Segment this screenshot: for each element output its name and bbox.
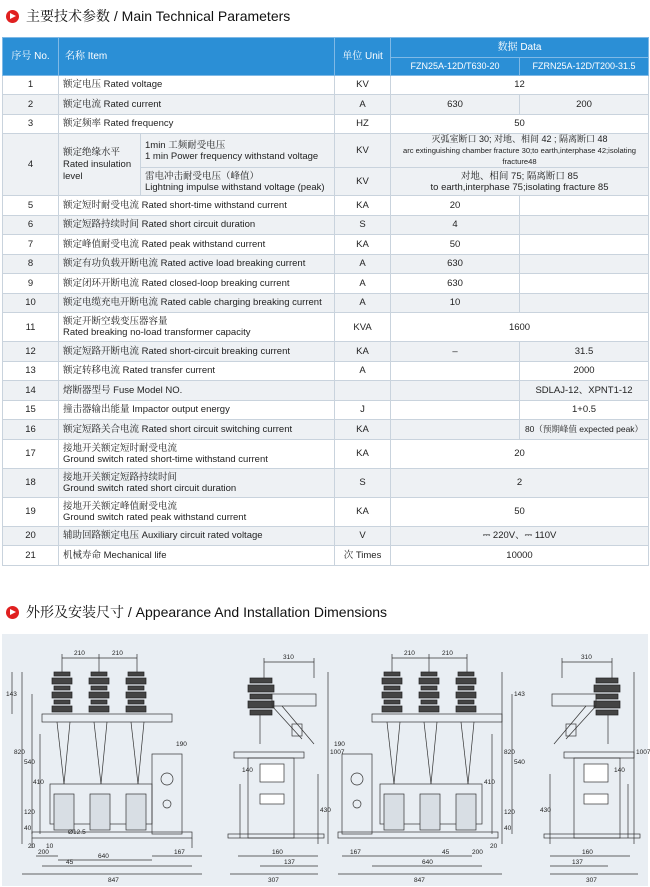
table-row [3, 215, 649, 235]
row-value-2: 80（预期峰值 expected peak） [520, 420, 649, 440]
table-row [3, 274, 649, 294]
header-model-2: FZRN25A-12D/T200-31.5 [520, 57, 649, 75]
row-item-cn: 额定开断空载变压器容量 [63, 316, 168, 327]
row-no: 6 [3, 215, 59, 235]
front-view-2-labels [334, 650, 525, 884]
row-value-1: 10 [391, 293, 520, 313]
value-en: to earth,interphase 75;isolating fracture 85 [430, 181, 609, 193]
row-unit: KA [335, 196, 391, 216]
dim-label: 40 [24, 825, 32, 832]
row-item: 额定电流 Rated current [59, 95, 335, 115]
front-view-2 [338, 654, 512, 874]
row-no: 21 [3, 546, 59, 566]
table-row [3, 439, 649, 468]
play-bullet-icon [6, 10, 19, 23]
row-no: 11 [3, 313, 59, 342]
row-value-1: – [391, 342, 520, 362]
row-item: 额定电压 Rated voltage [59, 75, 335, 95]
row-value [391, 168, 649, 196]
row-no: 14 [3, 381, 59, 401]
value-cn: 灭弧室断口 30; 对地、相间 42 ; 隔离断口 48 [431, 134, 608, 144]
dim-label: 640 [98, 853, 109, 860]
row-no: 8 [3, 254, 59, 274]
row-value-1: 20 [391, 196, 520, 216]
table-row [3, 114, 649, 134]
dim-label: 40 [504, 825, 512, 832]
row-unit: A [335, 254, 391, 274]
row-value-2 [520, 215, 649, 235]
row-value-2: 1+0.5 [520, 400, 649, 420]
row-item-en: Ground switch rated short circuit duration [63, 482, 237, 494]
dim-label: 307 [268, 877, 279, 884]
row-item: 额定峰值耐受电流 Rated peak withstand current [59, 235, 335, 255]
row-value-2 [520, 254, 649, 274]
row-unit: A [335, 95, 391, 115]
side-view-1 [228, 658, 328, 874]
row-value-1: 50 [391, 235, 520, 255]
dim-label: 143 [6, 691, 17, 698]
row-value: 10000 [391, 546, 649, 566]
row-unit: S [335, 468, 391, 497]
dim-label: 160 [272, 849, 283, 856]
row-unit: KV [335, 75, 391, 95]
table-row [3, 134, 649, 168]
row-no: 16 [3, 420, 59, 440]
side-view-2 [544, 658, 640, 874]
row-no: 20 [3, 526, 59, 546]
row-unit: KV [335, 168, 391, 196]
dim-label: 167 [174, 849, 185, 856]
row-no: 17 [3, 439, 59, 468]
dim-label: 430 [540, 807, 551, 814]
row-unit: A [335, 361, 391, 381]
row-item: 额定转移电流 Rated transfer current [59, 361, 335, 381]
row-unit: KVA [335, 313, 391, 342]
dim-label: 20 [490, 843, 498, 850]
row-unit: J [335, 400, 391, 420]
dim-label: 847 [414, 877, 425, 884]
row-value: 20 [391, 439, 649, 468]
row-unit: V [335, 526, 391, 546]
row-no: 4 [3, 134, 59, 196]
parameters-table [2, 37, 649, 566]
row-item-cn: 接地开关额定短路持续时间 [63, 471, 178, 483]
row-value-2 [520, 196, 649, 216]
dim-label: 1007 [330, 749, 345, 756]
row-item [59, 497, 335, 526]
row-unit: KA [335, 420, 391, 440]
row-value: 1600 [391, 313, 649, 342]
dim-label: 410 [33, 779, 44, 786]
table-row [3, 526, 649, 546]
table-row [3, 75, 649, 95]
table-row [3, 546, 649, 566]
row-no: 10 [3, 293, 59, 313]
row-value-2 [520, 274, 649, 294]
row-no: 1 [3, 75, 59, 95]
table-row [3, 313, 649, 342]
row-item: 额定闭环开断电流 Rated closed-loop breaking current [59, 274, 335, 294]
dim-label: 45 [442, 849, 450, 856]
row-item [59, 313, 335, 342]
row-value-1 [391, 381, 520, 401]
dim-label: 120 [24, 809, 35, 816]
row-unit [335, 381, 391, 401]
row-item: 机械寿命 Mechanical life [59, 546, 335, 566]
dim-label: 210 [112, 650, 123, 657]
dim-label: 190 [334, 741, 345, 748]
dim-label: 540 [514, 759, 525, 766]
row-sub-item [141, 168, 335, 196]
dim-label: 137 [284, 859, 295, 866]
table-row [3, 400, 649, 420]
row-unit: KA [335, 497, 391, 526]
row-item [59, 468, 335, 497]
row-item-en: Ground switch rated short-time withstand current [63, 453, 268, 465]
play-bullet-icon [6, 606, 19, 619]
row-value-2: SDLAJ-12、XPNT1-12 [520, 381, 649, 401]
row-item: 额定电缆充电开断电流 Rated cable charging breaking current [59, 293, 335, 313]
row-no: 5 [3, 196, 59, 216]
dim-label: 1007 [636, 749, 650, 756]
row-item-en: Ground switch rated peak withstand current [63, 511, 247, 523]
dim-label: 820 [504, 749, 515, 756]
table-row [3, 254, 649, 274]
value-cn: 对地、相间 75; 隔离断口 85 [460, 170, 579, 182]
row-no: 15 [3, 400, 59, 420]
dim-label: 10 [46, 843, 54, 850]
row-value-2: 2000 [520, 361, 649, 381]
dim-label: 210 [404, 650, 415, 657]
section-title-text: 外形及安装尺寸 / Appearance And Installation Dimensions [26, 604, 388, 620]
sub-item-en: Lightning impulse withstand voltage (peak) [145, 181, 325, 193]
table-row [3, 381, 649, 401]
dim-label: 540 [24, 759, 35, 766]
row-item-en: Rated insulation level [63, 158, 132, 182]
row-value-1: 630 [391, 254, 520, 274]
row-no: 3 [3, 114, 59, 134]
dim-label: 410 [484, 779, 495, 786]
value-en: arc extinguishing chamber fracture 30;to earth,interphase 42;isolating fracture48 [403, 146, 637, 166]
row-value-2 [520, 293, 649, 313]
dimension-drawings [2, 634, 648, 886]
section-title-dimensions [6, 602, 387, 622]
row-value-1 [391, 361, 520, 381]
row-value: 50 [391, 497, 649, 526]
front-view-1 [12, 654, 202, 874]
row-value: 50 [391, 114, 649, 134]
dim-label: 190 [176, 741, 187, 748]
row-unit: KA [335, 235, 391, 255]
row-unit: 次 Times [335, 546, 391, 566]
row-item: 额定有功负载开断电流 Rated active load breaking current [59, 254, 335, 274]
row-no: 18 [3, 468, 59, 497]
row-value [391, 134, 649, 168]
row-item: 额定短路开断电流 Rated short-circuit breaking current [59, 342, 335, 362]
table-row [3, 342, 649, 362]
dim-label: 430 [320, 807, 331, 814]
dim-label: 640 [422, 859, 433, 866]
table-row [3, 497, 649, 526]
row-item: 额定频率 Rated frequency [59, 114, 335, 134]
header-model-1: FZN25A-12D/T630-20 [391, 57, 520, 75]
table-row [3, 361, 649, 381]
row-value-1 [391, 400, 520, 420]
row-value-2 [520, 235, 649, 255]
table-row [3, 293, 649, 313]
row-value-1 [391, 420, 520, 440]
dim-label: Ø12.5 [68, 829, 86, 836]
row-item-cn: 接地开关额定峰值耐受电流 [63, 500, 178, 512]
row-value-2: 200 [520, 95, 649, 115]
dim-label: 120 [504, 809, 515, 816]
header-data: 数据 Data [391, 38, 649, 58]
dim-label: 45 [66, 859, 74, 866]
row-item: 额定短路关合电流 Rated short circuit switching current [59, 420, 335, 440]
row-item-cn: 接地开关额定短时耐受电流 [63, 442, 178, 454]
row-unit: KA [335, 439, 391, 468]
row-value-2: 31.5 [520, 342, 649, 362]
dim-label: 137 [572, 859, 583, 866]
dim-label: 140 [614, 767, 625, 774]
dim-label: 200 [472, 849, 483, 856]
row-unit: KV [335, 134, 391, 168]
table-row [3, 468, 649, 497]
table-row [3, 420, 649, 440]
dim-label: 167 [350, 849, 361, 856]
row-value: 12 [391, 75, 649, 95]
row-unit: S [335, 215, 391, 235]
sub-item-cn: 雷电冲击耐受电压（峰值） [145, 170, 260, 182]
section-title-text: 主要技术参数 / Main Technical Parameters [26, 8, 291, 24]
sub-item-cn: 1min 工频耐受电压 [145, 139, 226, 151]
row-item-cn: 额定绝缘水平 [63, 146, 121, 158]
row-item: 辅助回路额定电压 Auxiliary circuit rated voltage [59, 526, 335, 546]
table-row [3, 196, 649, 216]
row-no: 12 [3, 342, 59, 362]
row-item: 撞击器输出能量 Impactor output energy [59, 400, 335, 420]
dim-label: 820 [14, 749, 25, 756]
dim-label: 143 [514, 691, 525, 698]
section-title-parameters [6, 6, 290, 26]
row-unit: A [335, 293, 391, 313]
row-item [59, 439, 335, 468]
row-no: 9 [3, 274, 59, 294]
row-no: 19 [3, 497, 59, 526]
row-item [59, 134, 141, 196]
row-unit: A [335, 274, 391, 294]
dim-label: 847 [108, 877, 119, 884]
dim-label: 310 [283, 654, 294, 661]
row-no: 2 [3, 95, 59, 115]
dim-label: 210 [74, 650, 85, 657]
table-row [3, 235, 649, 255]
header-item: 名称 Item [59, 38, 335, 76]
row-value: 2 [391, 468, 649, 497]
sub-item-en: 1 min Power frequency withstand voltage [145, 150, 319, 162]
dim-label: 20 [28, 843, 36, 850]
row-unit: KA [335, 342, 391, 362]
front-view-1-labels [6, 650, 187, 884]
row-no: 13 [3, 361, 59, 381]
row-sub-item [141, 134, 335, 168]
row-item: 额定短时耐受电流 Rated short-time withstand current [59, 196, 335, 216]
row-value: ⎓ 220V、⎓ 110V [391, 526, 649, 546]
row-item: 额定短路持续时间 Rated short circuit duration [59, 215, 335, 235]
dim-label: 210 [442, 650, 453, 657]
dim-label: 310 [581, 654, 592, 661]
row-no: 7 [3, 235, 59, 255]
table-row [3, 95, 649, 115]
row-value-1: 630 [391, 95, 520, 115]
row-item-en: Rated breaking no-load transformer capacity [63, 327, 251, 338]
row-value-1: 4 [391, 215, 520, 235]
dim-label: 200 [38, 849, 49, 856]
header-no: 序号 No. [3, 38, 59, 76]
dim-label: 307 [586, 877, 597, 884]
row-value-1: 630 [391, 274, 520, 294]
dim-label: 160 [582, 849, 593, 856]
dim-label: 140 [242, 767, 253, 774]
row-unit: HZ [335, 114, 391, 134]
row-item: 熔断器型号 Fuse Model NO. [59, 381, 335, 401]
header-unit: 单位 Unit [335, 38, 391, 76]
drawing-svg [2, 634, 648, 886]
